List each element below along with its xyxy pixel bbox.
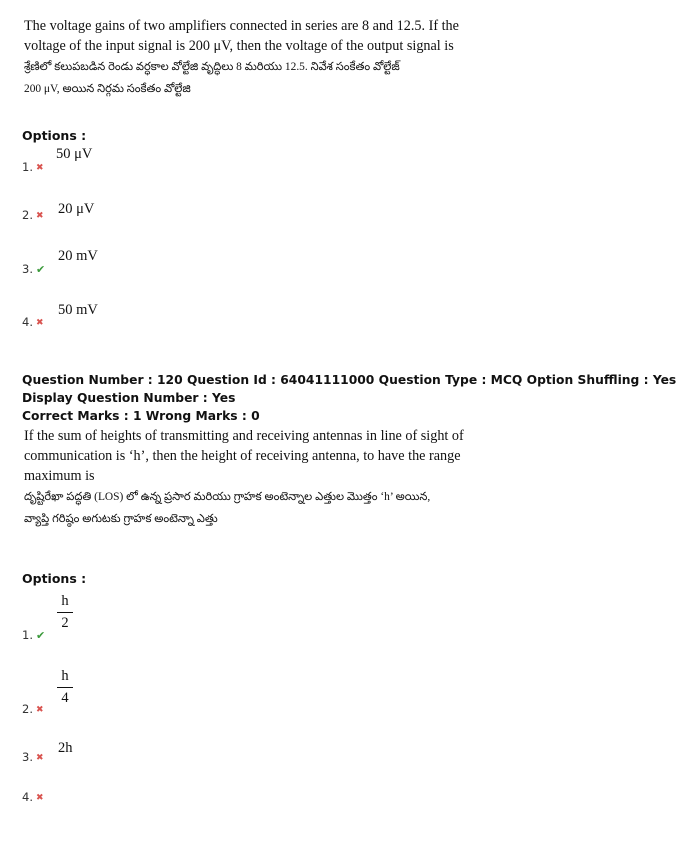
- check-icon: ✔: [35, 629, 46, 642]
- fraction-numerator: h: [61, 593, 69, 609]
- option-3-value[interactable]: 20 mV: [58, 248, 98, 264]
- option-1-fraction[interactable]: [57, 594, 73, 631]
- option-1-number[interactable]: 1. ✖: [22, 160, 44, 174]
- wrong-icon: ✖: [35, 705, 44, 715]
- question-marks-line: Correct Marks : 1 Wrong Marks : 0: [22, 409, 260, 423]
- option-3-number[interactable]: 3. ✖: [22, 750, 44, 764]
- question-line-telugu: దృష్టిరేఖా పద్ధతి (LOS) లో ఉన్న ప్రసార మరియు గ్రాహక అంటెన్నాల ఎత్తుల మొత్తం ‘h’ అయిన,: [24, 491, 431, 503]
- check-icon: ✔: [35, 263, 46, 276]
- option-2-number[interactable]: 2. ✖: [22, 702, 44, 716]
- question-meta-line: Display Question Number : Yes: [22, 391, 236, 405]
- option-2-number[interactable]: 2. ✖: [22, 208, 44, 222]
- wrong-icon: ✖: [35, 753, 44, 763]
- question-120-meta: [22, 371, 676, 425]
- option-2-value[interactable]: 20 μV: [58, 201, 95, 217]
- wrong-icon: ✖: [35, 211, 44, 221]
- question-meta-line: Question Number : 120 Question Id : 64041111000 Question Type : MCQ Option Shuffling : Yes: [22, 373, 676, 387]
- fraction-denominator: 4: [61, 690, 69, 706]
- question-line-telugu: 200 μV, అయిన నిర్గమ సంకేతం వోల్టేజి: [24, 83, 191, 95]
- question-line: maximum is: [24, 468, 95, 484]
- option-1-value[interactable]: 50 μV: [56, 146, 93, 162]
- fraction-denominator: 2: [61, 615, 69, 631]
- question-line: voltage of the input signal is 200 μV, then the voltage of the output signal is: [24, 38, 454, 54]
- question-120-text: [24, 426, 464, 530]
- option-2-fraction[interactable]: [57, 669, 73, 706]
- option-1-number[interactable]: 1. ✔: [22, 628, 46, 642]
- question-line: communication is ‘h’, then the height of receiving antenna, to have the range: [24, 448, 461, 464]
- question-line-telugu: శ్రేణిలో కలుపబడిన రెండు వర్ధకాల వోల్టేజి వృద్ధిలు 8 మరియు 12.5. నివేశ సంకేతం వోల్టేజ్: [24, 61, 400, 73]
- options-title: Options :: [22, 571, 87, 586]
- options-title: Options :: [22, 128, 87, 143]
- fraction-numerator: h: [61, 668, 69, 684]
- option-4-value[interactable]: 50 mV: [58, 302, 98, 318]
- question-119-text: [24, 16, 464, 100]
- wrong-icon: ✖: [35, 793, 44, 803]
- wrong-icon: ✖: [35, 163, 44, 173]
- option-4-number[interactable]: 4. ✖: [22, 790, 44, 804]
- question-line: The voltage gains of two amplifiers connected in series are 8 and 12.5. If the: [24, 18, 459, 34]
- question-line: If the sum of heights of transmitting and receiving antennas in line of sight of: [24, 428, 464, 444]
- question-line-telugu: వ్యాప్తి గరిష్ఠం అగుటకు గ్రాహక అంటెన్నా ఎత్తు: [24, 513, 218, 525]
- option-3-number[interactable]: 3. ✔: [22, 262, 46, 276]
- fraction-bar: [57, 687, 73, 688]
- option-4-number[interactable]: 4. ✖: [22, 315, 44, 329]
- option-3-value[interactable]: 2h: [58, 740, 73, 756]
- fraction-bar: [57, 612, 73, 613]
- wrong-icon: ✖: [35, 318, 44, 328]
